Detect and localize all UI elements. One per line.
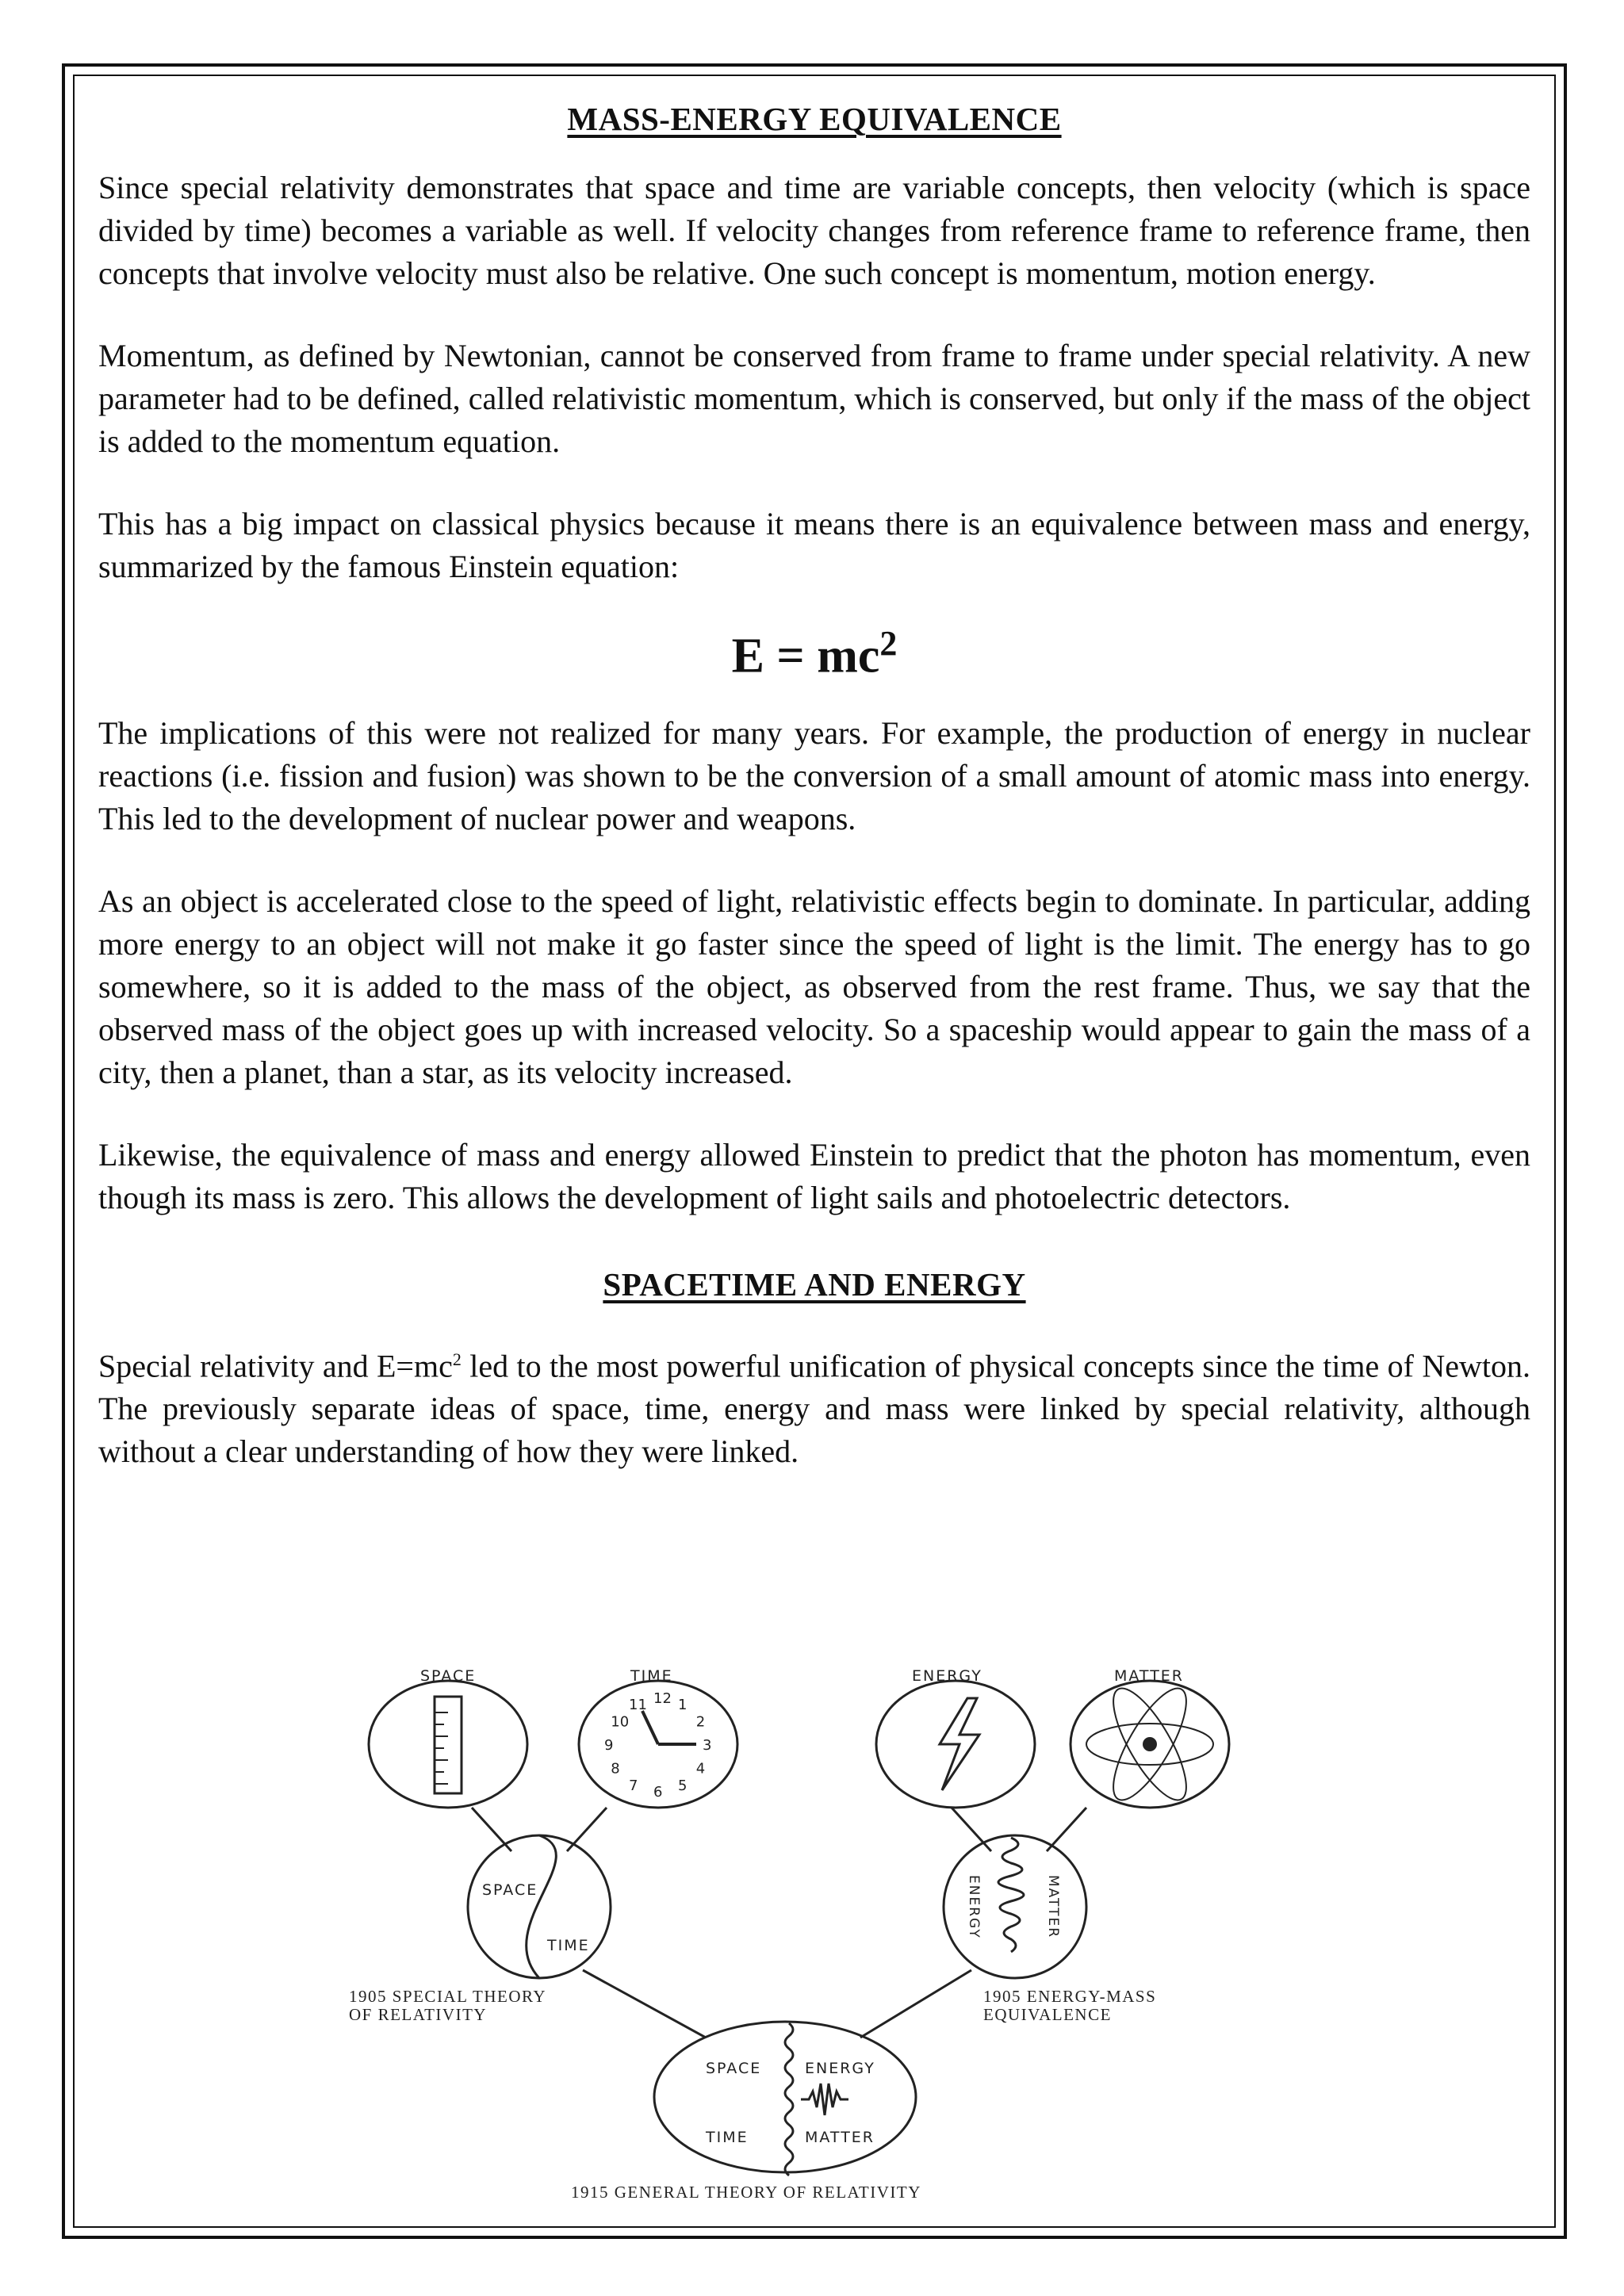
paragraph-implications: The implications of this were not realized for many years. For example, the production of energy in nuclear reactions (i.e. fission and fusion) was shown to be the conversion of a small amount of atomic mass into energy. This led to the development of nuclear power and weapons. xyxy=(98,714,1530,836)
caption-equivalence-2: EQUIVALENCE xyxy=(983,2005,1112,2024)
clock-hour-hand xyxy=(642,1711,658,1744)
section-title-mass-energy: MASS-ENERGY EQUIVALENCE xyxy=(567,101,1062,137)
connector-line xyxy=(952,1808,991,1851)
caption-general-relativity: 1915 GENERAL THEORY OF RELATIVITY xyxy=(571,2183,921,2202)
gr-time-label: TIME xyxy=(706,2129,749,2146)
paragraph-photon: Likewise, the equivalence of mass and energy allowed Einstein to predict that the photon has momentum, even though its mass is zero. This allows the development of light sails and photoelectric detectors. xyxy=(98,1136,1530,1215)
matter-node xyxy=(1071,1667,1229,1809)
time-node xyxy=(579,1667,737,1808)
clock-number: 4 xyxy=(695,1760,706,1777)
general-relativity-node xyxy=(654,2022,916,2175)
clock-number: 6 xyxy=(653,1783,663,1800)
clock-number: 10 xyxy=(611,1713,630,1731)
vertical-wave-icon xyxy=(785,2023,793,2175)
ruler-icon xyxy=(435,1697,462,1793)
gr-space-label: SPACE xyxy=(706,2060,762,2077)
document-body xyxy=(98,89,1530,1473)
connector-line xyxy=(860,1970,971,2038)
caption-special-1: 1905 SPECIAL THEORY xyxy=(349,1987,547,2006)
section-title-spacetime-energy: SPACETIME AND ENERGY xyxy=(603,1265,1026,1303)
clock-number: 12 xyxy=(653,1690,672,1708)
einstein-equation xyxy=(98,623,1530,685)
p7-text-end: led to the most powerful unification of physical concepts since the time of Newton. The previously separate ideas of space, time, energy and mass were linked by special relativity, although without a clear understanding of how they were linked. xyxy=(98,1347,1530,1469)
paragraph-momentum: Momentum, as defined by Newtonian, cannot be conserved from frame to frame under special relativity. A new parameter had to be defined, called relativistic momentum, which is conserved, but only if the mass of the object is added to the momentum equation. xyxy=(98,338,1530,459)
p7-text-start: Special relativity and E=mc xyxy=(98,1347,453,1383)
energy-matter-node xyxy=(944,1835,1086,1978)
lightning-icon xyxy=(940,1698,979,1790)
paragraph-equivalence: This has a big impact on classical physics because it means there is an equivalence between mass and energy, summarized by the famous Einstein equation: xyxy=(98,506,1530,584)
gr-matter-label: MATTER xyxy=(805,2129,875,2146)
clock-number: 9 xyxy=(604,1737,614,1754)
gr-energy-label: ENERGY xyxy=(805,2060,875,2077)
equation-base: E = mc xyxy=(731,629,880,683)
spacetime-time-label: TIME xyxy=(547,1937,590,1954)
unification-diagram xyxy=(333,1665,1285,2212)
space-circle xyxy=(369,1681,527,1808)
equation-exponent: 2 xyxy=(879,624,898,663)
space-node xyxy=(369,1667,527,1808)
clock-number: 3 xyxy=(703,1737,712,1754)
paragraph-unification xyxy=(98,1338,1530,1473)
clock-number: 7 xyxy=(629,1777,638,1794)
spacetime-circle xyxy=(468,1835,611,1978)
connector-line xyxy=(583,1970,706,2038)
energy-node xyxy=(876,1667,1035,1808)
space-label: SPACE xyxy=(420,1667,477,1685)
clock-number: 5 xyxy=(678,1777,688,1794)
atom-nucleus xyxy=(1143,1737,1157,1751)
energy-matter-energy-label: ENERGY xyxy=(966,1875,982,1939)
paragraph-acceleration: As an object is accelerated close to the speed of light, relativistic effects begin to dominate. In particular, adding more energy to an object will not make it go faster since the speed of light is the limit. The energy has to go somewhere, so it is added to the mass of the object, as observed from the rest frame. Thus, we say that the observed mass of the object goes up with increased velocity. So a spaceship would appear to gain the mass of a city, then a planet, than a star, as its velocity increased. xyxy=(98,882,1530,1090)
clock-number: 1 xyxy=(678,1697,688,1713)
caption-equivalence-1: 1905 ENERGY-MASS xyxy=(983,1987,1157,2006)
horizontal-wave-icon xyxy=(801,2084,848,2115)
spacetime-space-label: SPACE xyxy=(482,1881,538,1899)
time-label: TIME xyxy=(630,1667,673,1685)
spacetime-node xyxy=(468,1835,611,1978)
energy-matter-circle xyxy=(944,1835,1086,1978)
energy-label: ENERGY xyxy=(912,1667,982,1685)
clock-number: 8 xyxy=(611,1760,620,1777)
caption-special-2: OF RELATIVITY xyxy=(349,2005,488,2024)
spacetime-divider xyxy=(527,1835,557,1978)
paragraph-velocity: Since special relativity demonstrates that space and time are variable concepts, then velocity (which is space divided by time) becomes a variable as well. If velocity changes from reference frame to reference frame, then concepts that involve velocity must also be relative. One such concept is momentum, motion energy. xyxy=(98,170,1530,291)
p7-superscript: 2 xyxy=(452,1349,462,1369)
clock-number: 2 xyxy=(695,1713,706,1731)
clock-number: 11 xyxy=(629,1697,647,1713)
matter-label: MATTER xyxy=(1114,1667,1184,1685)
wave-icon xyxy=(998,1838,1024,1952)
connector-line xyxy=(1047,1808,1086,1851)
energy-matter-matter-label: MATTER xyxy=(1045,1875,1061,1938)
